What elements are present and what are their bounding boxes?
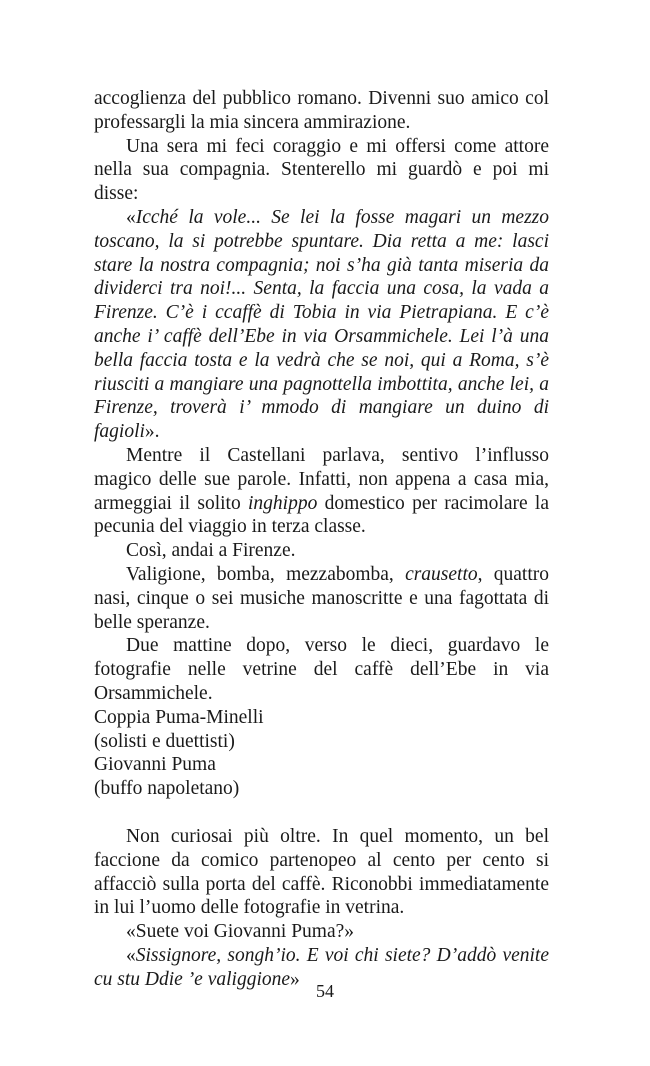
- text-run: «Suete voi Giovanni Puma?»: [126, 921, 355, 943]
- text-run: «: [126, 944, 136, 966]
- text-run: Due mattine dopo, verso le dieci, guardavo le fotografie nelle vetrine del caffè dell’Ebe in via Orsammichele.: [94, 635, 549, 704]
- page-number: 54: [316, 981, 334, 1001]
- sign-line: (buffo napoletano): [94, 778, 240, 800]
- italic-run: crausetto: [405, 563, 478, 585]
- sign-line: Coppia Puma-Minelli: [94, 706, 264, 728]
- spacer: [94, 801, 549, 825]
- text-run: ».: [144, 421, 160, 443]
- text-run: accoglienza del pubblico romano. Divenni suo amico col professargli la mia sincera ammirazione.: [94, 88, 549, 133]
- text-run: Una sera mi feci coraggio e mi offersi come attore nella sua compagnia. Stenterello mi guardò e poi mi disse:: [94, 135, 549, 205]
- text-run: Valigione, bomba, mezzabomba,: [126, 563, 406, 585]
- text-run: «: [126, 206, 136, 228]
- text-run: Così, andai a Firenze.: [126, 540, 296, 562]
- sign-line: Giovanni Puma: [94, 754, 216, 776]
- text-run: Mentre il Castellani parlava, sentivo l’influsso magico delle sue parole. Infatti, non appena a casa mia, armeggiai il solito: [94, 444, 549, 514]
- paragraph: [94, 444, 549, 539]
- sign-line: (solisti e duettisti): [94, 730, 235, 752]
- paragraph: [94, 634, 549, 705]
- paragraph: [94, 563, 549, 634]
- paragraph: [94, 206, 549, 444]
- paragraph: [94, 87, 549, 135]
- text-run: , quattro nasi, cinque o sei musiche manoscritte e una fagottata di belle speranze.: [94, 563, 550, 633]
- italic-run: Sissignore, songh’io. E voi chi siete? D’addò venite cu stu Ddie ’e valiggione: [94, 944, 549, 990]
- text-run: Non curiosai più oltre. In quel momento, un bel faccione da comico partenopeo al cento per cento si affacciò sulla porta del caffè. Riconobbi immediatamente in lui l’uomo delle fotografie in vetrina.: [94, 825, 549, 919]
- sign-block: [94, 706, 549, 801]
- body-text: [94, 87, 549, 991]
- paragraph: [94, 920, 549, 944]
- paragraph: [94, 135, 549, 206]
- text-run: domestico per racimolare la pecunia del viaggio in terza classe.: [94, 492, 550, 538]
- paragraph: [94, 825, 549, 920]
- text-run: »: [290, 968, 300, 990]
- paragraph: [94, 539, 549, 563]
- italic-run: inghippo: [248, 492, 318, 514]
- italic-run: Icché la vole... Se lei la fosse magari un mezzo toscano, la si potrebbe spuntare. Dia retta a me: lasci stare la nostra compagnia; noi s’ha già tanta miseria da dividerci tra noi!... Senta, la faccia una cosa, la vada a Firenze. C’è i ccaffè di Tobia in via Pietrapiana. E c’è anche i’ caffè dell’Ebe in via Orsammichele. Lei l’à una bella faccia tosta e la vedrà che se noi, qui a Roma, s’è riusciti a mangiare una pagnottella imbottita, anche lei, a Firenze, troverà i’ mmodo di mangiare un duino di fagioli: [94, 206, 549, 443]
